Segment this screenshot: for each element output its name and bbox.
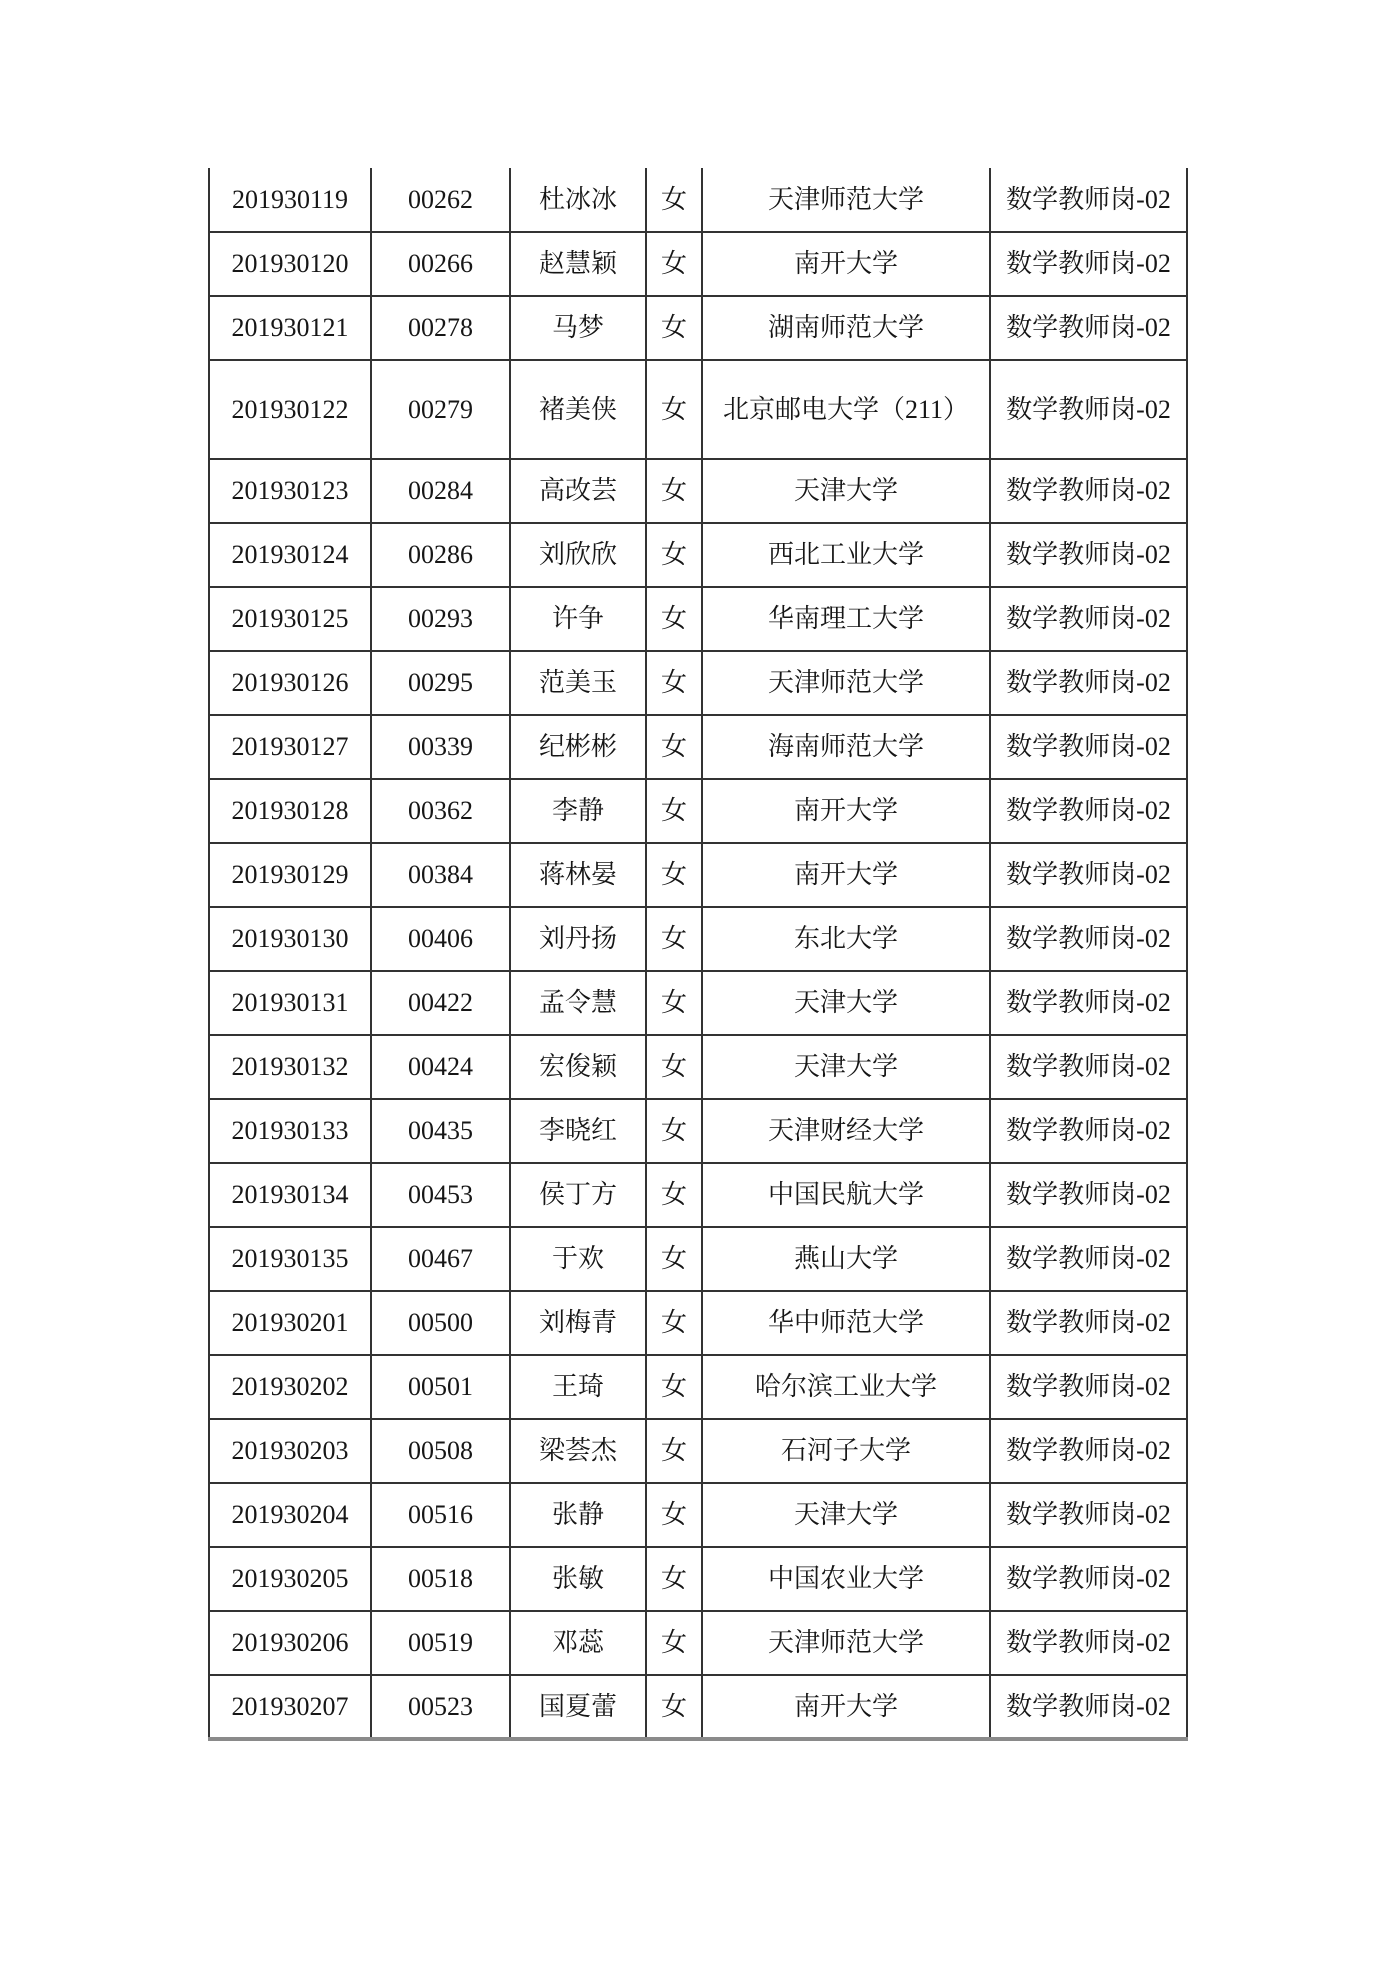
cell-registration-no: 201930201 <box>209 1291 371 1355</box>
table-row <box>209 1163 1187 1227</box>
cell-exam-no: 00339 <box>371 715 510 779</box>
cell-name: 褚美侠 <box>510 360 646 459</box>
cell-position: 数学教师岗-02 <box>990 587 1187 651</box>
cell-gender: 女 <box>646 1291 702 1355</box>
cell-position: 数学教师岗-02 <box>990 1291 1187 1355</box>
cell-name: 张敏 <box>510 1547 646 1611</box>
table-row <box>209 651 1187 715</box>
table-row <box>209 907 1187 971</box>
cell-name: 梁荟杰 <box>510 1419 646 1483</box>
cell-exam-no: 00293 <box>371 587 510 651</box>
cell-gender: 女 <box>646 715 702 779</box>
cell-name: 刘梅青 <box>510 1291 646 1355</box>
cell-gender: 女 <box>646 1547 702 1611</box>
table-row <box>209 296 1187 360</box>
cell-registration-no: 201930120 <box>209 232 371 296</box>
cell-exam-no: 00508 <box>371 1419 510 1483</box>
cell-registration-no: 201930119 <box>209 168 371 232</box>
cell-gender: 女 <box>646 971 702 1035</box>
candidate-roster-table <box>208 168 1188 1741</box>
cell-position: 数学教师岗-02 <box>990 1419 1187 1483</box>
cell-position: 数学教师岗-02 <box>990 1099 1187 1163</box>
cell-position: 数学教师岗-02 <box>990 296 1187 360</box>
cell-exam-no: 00424 <box>371 1035 510 1099</box>
table-row <box>209 232 1187 296</box>
cell-registration-no: 201930122 <box>209 360 371 459</box>
cell-exam-no: 00453 <box>371 1163 510 1227</box>
cell-exam-no: 00501 <box>371 1355 510 1419</box>
cell-position: 数学教师岗-02 <box>990 1035 1187 1099</box>
cell-school: 西北工业大学 <box>702 523 990 587</box>
cell-exam-no: 00286 <box>371 523 510 587</box>
cell-gender: 女 <box>646 1355 702 1419</box>
cell-school: 天津大学 <box>702 1035 990 1099</box>
cell-registration-no: 201930203 <box>209 1419 371 1483</box>
cell-registration-no: 201930123 <box>209 459 371 523</box>
cell-school: 燕山大学 <box>702 1227 990 1291</box>
cell-school: 北京邮电大学（211） <box>702 360 990 459</box>
cell-gender: 女 <box>646 1099 702 1163</box>
cell-name: 赵慧颖 <box>510 232 646 296</box>
cell-school: 华中师范大学 <box>702 1291 990 1355</box>
cell-registration-no: 201930135 <box>209 1227 371 1291</box>
cell-gender: 女 <box>646 587 702 651</box>
cell-position: 数学教师岗-02 <box>990 523 1187 587</box>
table-row <box>209 1291 1187 1355</box>
cell-name: 许争 <box>510 587 646 651</box>
cell-position: 数学教师岗-02 <box>990 907 1187 971</box>
cell-gender: 女 <box>646 232 702 296</box>
cell-gender: 女 <box>646 1675 702 1739</box>
cell-exam-no: 00519 <box>371 1611 510 1675</box>
cell-registration-no: 201930124 <box>209 523 371 587</box>
cell-gender: 女 <box>646 360 702 459</box>
cell-name: 马梦 <box>510 296 646 360</box>
table-row <box>209 1483 1187 1547</box>
cell-name: 张静 <box>510 1483 646 1547</box>
cell-school: 天津财经大学 <box>702 1099 990 1163</box>
table-row <box>209 1355 1187 1419</box>
cell-school: 东北大学 <box>702 907 990 971</box>
cell-gender: 女 <box>646 168 702 232</box>
cell-gender: 女 <box>646 907 702 971</box>
cell-position: 数学教师岗-02 <box>990 168 1187 232</box>
cell-school: 天津大学 <box>702 459 990 523</box>
cell-exam-no: 00500 <box>371 1291 510 1355</box>
cell-gender: 女 <box>646 843 702 907</box>
cell-school: 海南师范大学 <box>702 715 990 779</box>
table-row <box>209 1099 1187 1163</box>
cell-registration-no: 201930130 <box>209 907 371 971</box>
cell-position: 数学教师岗-02 <box>990 1227 1187 1291</box>
cell-exam-no: 00467 <box>371 1227 510 1291</box>
cell-gender: 女 <box>646 1035 702 1099</box>
table-row <box>209 1419 1187 1483</box>
cell-registration-no: 201930131 <box>209 971 371 1035</box>
cell-exam-no: 00279 <box>371 360 510 459</box>
cell-registration-no: 201930121 <box>209 296 371 360</box>
cell-name: 侯丁方 <box>510 1163 646 1227</box>
cell-registration-no: 201930134 <box>209 1163 371 1227</box>
cell-position: 数学教师岗-02 <box>990 1163 1187 1227</box>
cell-registration-no: 201930127 <box>209 715 371 779</box>
cell-registration-no: 201930125 <box>209 587 371 651</box>
cell-name: 高改芸 <box>510 459 646 523</box>
cell-exam-no: 00262 <box>371 168 510 232</box>
cell-position: 数学教师岗-02 <box>990 843 1187 907</box>
cell-exam-no: 00516 <box>371 1483 510 1547</box>
cell-position: 数学教师岗-02 <box>990 459 1187 523</box>
cell-name: 李晓红 <box>510 1099 646 1163</box>
cell-registration-no: 201930126 <box>209 651 371 715</box>
cell-school: 天津大学 <box>702 971 990 1035</box>
cell-name: 刘丹扬 <box>510 907 646 971</box>
cell-position: 数学教师岗-02 <box>990 651 1187 715</box>
cell-school: 南开大学 <box>702 1675 990 1739</box>
cell-name: 李静 <box>510 779 646 843</box>
cell-registration-no: 201930207 <box>209 1675 371 1739</box>
cell-exam-no: 00422 <box>371 971 510 1035</box>
cell-registration-no: 201930128 <box>209 779 371 843</box>
cell-exam-no: 00362 <box>371 779 510 843</box>
cell-registration-no: 201930204 <box>209 1483 371 1547</box>
table-row <box>209 1227 1187 1291</box>
cell-school: 中国农业大学 <box>702 1547 990 1611</box>
cell-registration-no: 201930205 <box>209 1547 371 1611</box>
cell-school: 湖南师范大学 <box>702 296 990 360</box>
cell-school: 南开大学 <box>702 232 990 296</box>
cell-exam-no: 00518 <box>371 1547 510 1611</box>
cell-school: 天津师范大学 <box>702 651 990 715</box>
cell-name: 杜冰冰 <box>510 168 646 232</box>
cell-gender: 女 <box>646 1483 702 1547</box>
cell-name: 刘欣欣 <box>510 523 646 587</box>
cell-school: 中国民航大学 <box>702 1163 990 1227</box>
cell-exam-no: 00406 <box>371 907 510 971</box>
cell-school: 哈尔滨工业大学 <box>702 1355 990 1419</box>
cell-name: 蒋林晏 <box>510 843 646 907</box>
table-row <box>209 523 1187 587</box>
table-row <box>209 1675 1187 1739</box>
table-row <box>209 587 1187 651</box>
table-row <box>209 715 1187 779</box>
cell-exam-no: 00384 <box>371 843 510 907</box>
cell-gender: 女 <box>646 296 702 360</box>
cell-name: 孟令慧 <box>510 971 646 1035</box>
cell-exam-no: 00435 <box>371 1099 510 1163</box>
cell-gender: 女 <box>646 1163 702 1227</box>
table-row <box>209 360 1187 459</box>
cell-registration-no: 201930132 <box>209 1035 371 1099</box>
cell-school: 天津师范大学 <box>702 1611 990 1675</box>
cell-position: 数学教师岗-02 <box>990 1611 1187 1675</box>
cell-name: 范美玉 <box>510 651 646 715</box>
table-row <box>209 1547 1187 1611</box>
cell-position: 数学教师岗-02 <box>990 779 1187 843</box>
cell-position: 数学教师岗-02 <box>990 715 1187 779</box>
cell-name: 王琦 <box>510 1355 646 1419</box>
cell-exam-no: 00523 <box>371 1675 510 1739</box>
cell-gender: 女 <box>646 1419 702 1483</box>
cell-exam-no: 00284 <box>371 459 510 523</box>
cell-gender: 女 <box>646 459 702 523</box>
table-row <box>209 971 1187 1035</box>
cell-exam-no: 00266 <box>371 232 510 296</box>
cell-school: 南开大学 <box>702 779 990 843</box>
cell-registration-no: 201930206 <box>209 1611 371 1675</box>
cell-registration-no: 201930202 <box>209 1355 371 1419</box>
cell-registration-no: 201930133 <box>209 1099 371 1163</box>
cell-position: 数学教师岗-02 <box>990 1355 1187 1419</box>
cell-name: 宏俊颖 <box>510 1035 646 1099</box>
roster-table-body <box>209 168 1187 1739</box>
cell-name: 邓蕊 <box>510 1611 646 1675</box>
cell-school: 石河子大学 <box>702 1419 990 1483</box>
cell-position: 数学教师岗-02 <box>990 360 1187 459</box>
cell-position: 数学教师岗-02 <box>990 1547 1187 1611</box>
cell-gender: 女 <box>646 1611 702 1675</box>
table-row <box>209 459 1187 523</box>
cell-position: 数学教师岗-02 <box>990 971 1187 1035</box>
cell-name: 国夏蕾 <box>510 1675 646 1739</box>
cell-exam-no: 00278 <box>371 296 510 360</box>
cell-position: 数学教师岗-02 <box>990 1675 1187 1739</box>
table-row <box>209 1035 1187 1099</box>
table-row <box>209 843 1187 907</box>
table-row <box>209 779 1187 843</box>
cell-gender: 女 <box>646 523 702 587</box>
cell-exam-no: 00295 <box>371 651 510 715</box>
cell-name: 于欢 <box>510 1227 646 1291</box>
cell-position: 数学教师岗-02 <box>990 232 1187 296</box>
cell-school: 天津大学 <box>702 1483 990 1547</box>
table-row <box>209 168 1187 232</box>
cell-gender: 女 <box>646 651 702 715</box>
cell-registration-no: 201930129 <box>209 843 371 907</box>
cell-school: 天津师范大学 <box>702 168 990 232</box>
table-row <box>209 1611 1187 1675</box>
cell-position: 数学教师岗-02 <box>990 1483 1187 1547</box>
cell-school: 南开大学 <box>702 843 990 907</box>
cell-school: 华南理工大学 <box>702 587 990 651</box>
cell-gender: 女 <box>646 779 702 843</box>
cell-name: 纪彬彬 <box>510 715 646 779</box>
cell-gender: 女 <box>646 1227 702 1291</box>
